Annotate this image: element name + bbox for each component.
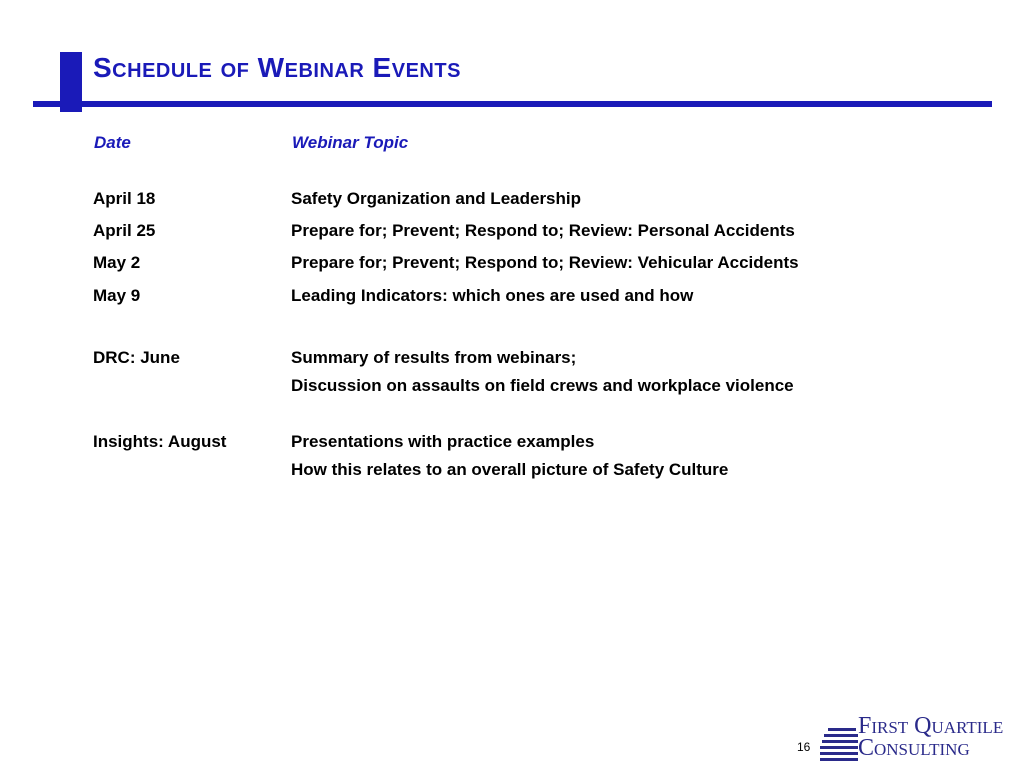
row-topic	[291, 217, 795, 245]
row-date: April 25	[93, 221, 156, 240]
topic-line: Presentations with practice examples	[291, 432, 595, 451]
row-date: DRC: June	[93, 348, 180, 367]
row-topic	[291, 249, 799, 277]
slide-title: Schedule of Webinar Events	[93, 52, 461, 83]
title-divider	[33, 101, 992, 107]
page-number: 16	[797, 740, 811, 754]
topic-column-header: Webinar Topic	[292, 133, 409, 152]
row-topic	[291, 282, 693, 310]
topic-line: Summary of results from webinars;	[291, 348, 577, 367]
row-date: May 9	[93, 286, 141, 305]
logo-line-1: First Quartile	[858, 713, 1004, 739]
row-topic	[291, 185, 581, 213]
logo-line-2: Consulting	[858, 735, 970, 761]
topic-line: How this relates to an overall picture of Safety Culture	[291, 460, 729, 479]
topic-line: Discussion on assaults on field crews and workplace violence	[291, 376, 794, 395]
date-column-header: Date	[94, 133, 131, 152]
topic-line: Safety Organization and Leadership	[291, 189, 582, 208]
topic-line: Leading Indicators: which ones are used and how	[291, 286, 694, 305]
row-date: Insights: August	[93, 432, 227, 451]
topic-line: Prepare for; Prevent; Respond to; Review: Personal Accidents	[291, 221, 795, 240]
topic-line: Prepare for; Prevent; Respond to; Review: Vehicular Accidents	[291, 253, 799, 272]
row-date: May 2	[93, 253, 141, 272]
company-logo	[820, 712, 1020, 762]
row-topic	[291, 428, 728, 484]
row-topic	[291, 344, 794, 400]
row-date: April 18	[93, 189, 156, 208]
